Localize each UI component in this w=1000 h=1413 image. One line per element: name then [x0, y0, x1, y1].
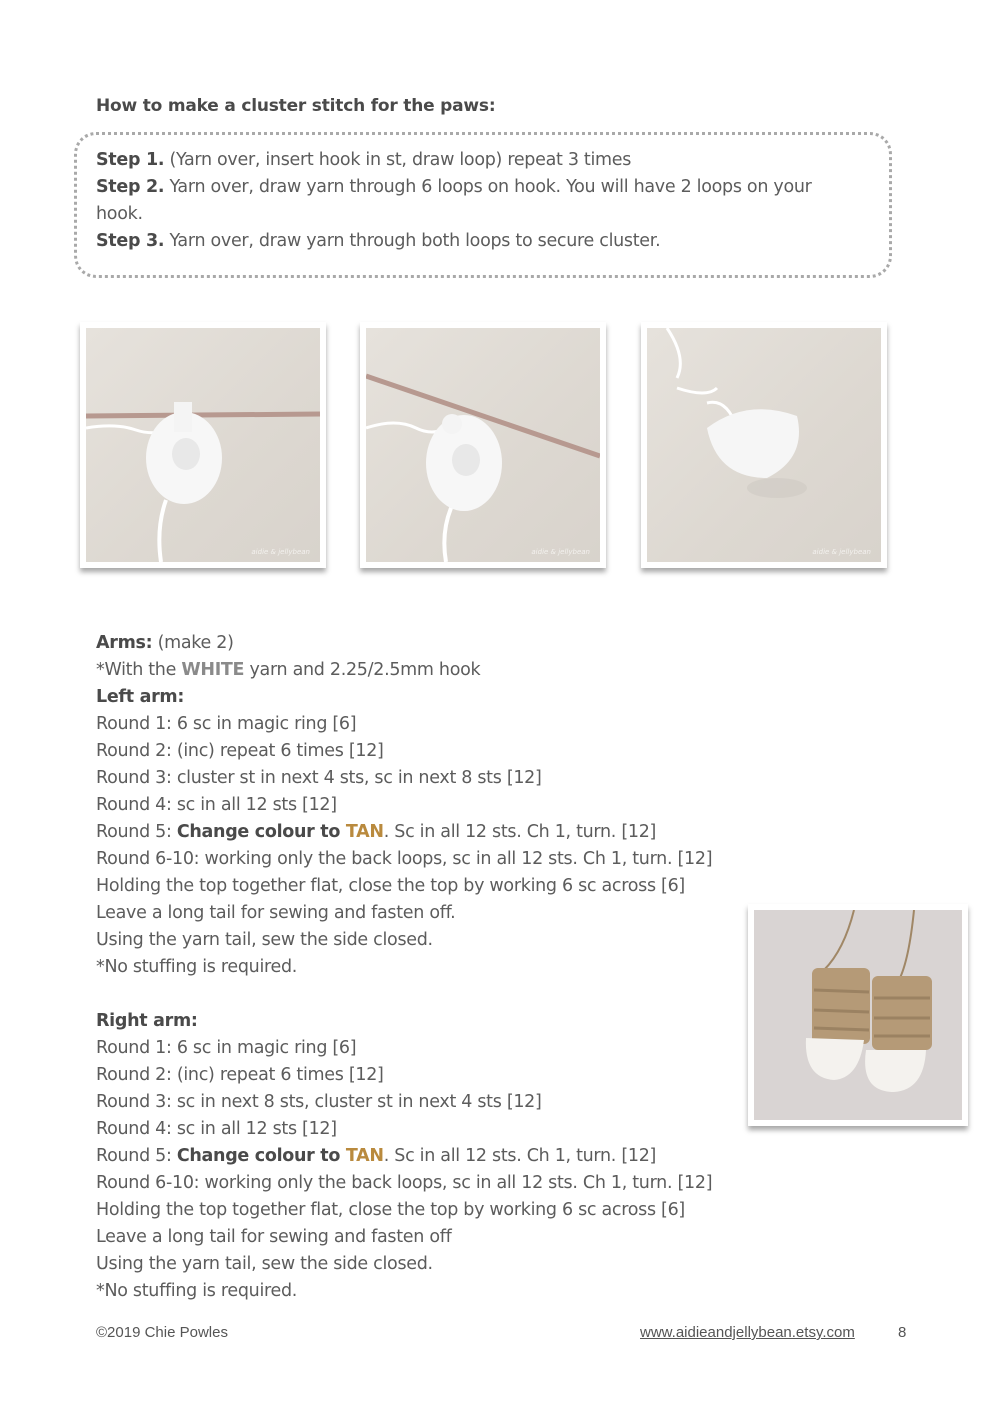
right-round-3: Round 3: sc in next 8 sts, cluster st in next 4 sts [12] — [96, 1092, 542, 1112]
left-round-3: Round 3: cluster st in next 4 sts, sc in next 8 sts [12] — [96, 768, 542, 788]
right-arm-title-label: Right arm: — [96, 1011, 198, 1031]
photo-watermark: aidie & jellybean — [812, 548, 871, 556]
round-prefix: Round 5: — [96, 822, 177, 842]
photo-step-1-image — [86, 328, 320, 562]
right-round-2: Round 2: (inc) repeat 6 times [12] — [96, 1065, 384, 1085]
step-3-label: Step 3. — [96, 231, 165, 251]
tan-color-word: TAN — [345, 1146, 384, 1166]
left-arm-title-label: Left arm: — [96, 687, 185, 707]
left-tail: Leave a long tail for sewing and fasten off. — [96, 903, 456, 923]
step-3-text: Yarn over, draw yarn through both loops to secure cluster. — [164, 231, 661, 251]
step-2-text: Yarn over, draw yarn through 6 loops on hook. You will have 2 loops on your — [164, 177, 812, 197]
colour-change-label: Change colour to — [176, 1146, 346, 1166]
right-round-4: Round 4: sc in all 12 sts [12] — [96, 1119, 337, 1139]
right-arm-title — [96, 1011, 198, 1031]
left-stuffing: *No stuffing is required. — [96, 957, 298, 977]
photo-step-2 — [360, 322, 606, 568]
crochet-cluster-hook-illustration — [366, 328, 600, 562]
photo-step-2-image — [366, 328, 600, 562]
step-1 — [96, 150, 631, 170]
right-round-5 — [96, 1146, 656, 1166]
step-1-label: Step 1. — [96, 150, 165, 170]
left-round-5 — [96, 822, 656, 842]
right-round-6-10: Round 6-10: working only the back loops, sc in all 12 sts. Ch 1, turn. [12] — [96, 1173, 713, 1193]
yarn-prefix: *With the — [96, 660, 182, 680]
right-tail: Leave a long tail for sewing and fasten off — [96, 1227, 452, 1247]
website-link[interactable]: www.aidieandjellybean.etsy.com — [640, 1324, 855, 1341]
page-number: 8 — [898, 1324, 907, 1341]
arms-title-note: (make 2) — [152, 633, 234, 653]
tan-color-word: TAN — [345, 822, 384, 842]
arms-title-label: Arms: — [96, 633, 153, 653]
crochet-circle-hook-illustration — [86, 328, 320, 562]
copyright-text: ©2019 Chie Powles — [96, 1324, 228, 1341]
tan-arms-white-paws-illustration — [754, 910, 962, 1120]
left-round-4: Round 4: sc in all 12 sts [12] — [96, 795, 337, 815]
right-round-1: Round 1: 6 sc in magic ring [6] — [96, 1038, 357, 1058]
photo-watermark: aidie & jellybean — [531, 548, 590, 556]
left-round-6-10: Round 6-10: working only the back loops, sc in all 12 sts. Ch 1, turn. [12] — [96, 849, 713, 869]
colour-change-label: Change colour to — [176, 822, 346, 842]
cluster-stitch-heading: How to make a cluster stitch for the paws: — [96, 96, 496, 116]
right-close-top: Holding the top together flat, close the top by working 6 sc across [6] — [96, 1200, 685, 1220]
yarn-color-white: WHITE — [181, 660, 245, 680]
photo-step-1 — [80, 322, 326, 568]
step-2-label: Step 2. — [96, 177, 165, 197]
photo-step-3-image — [647, 328, 881, 562]
photo-watermark: aidie & jellybean — [251, 548, 310, 556]
photo-step-3 — [641, 322, 887, 568]
right-stuffing: *No stuffing is required. — [96, 1281, 298, 1301]
step-3 — [96, 231, 660, 251]
round-suffix: . Sc in all 12 sts. Ch 1, turn. [12] — [383, 822, 657, 842]
arms-title — [96, 633, 234, 653]
left-arm-title — [96, 687, 184, 707]
finished-arms-image — [754, 910, 962, 1120]
step-1-text: (Yarn over, insert hook in st, draw loop) repeat 3 times — [164, 150, 632, 170]
step-2-continuation: hook. — [96, 204, 143, 224]
left-close-top: Holding the top together flat, close the top by working 6 sc across [6] — [96, 876, 685, 896]
crochet-cup-illustration — [647, 328, 881, 562]
yarn-suffix: yarn and 2.25/2.5mm hook — [244, 660, 481, 680]
yarn-instruction — [96, 660, 480, 680]
step-2 — [96, 177, 812, 197]
left-round-2: Round 2: (inc) repeat 6 times [12] — [96, 741, 384, 761]
finished-arms-photo — [748, 904, 968, 1126]
right-sew: Using the yarn tail, sew the side closed. — [96, 1254, 433, 1274]
left-sew: Using the yarn tail, sew the side closed. — [96, 930, 433, 950]
round-suffix: . Sc in all 12 sts. Ch 1, turn. [12] — [383, 1146, 657, 1166]
left-round-1: Round 1: 6 sc in magic ring [6] — [96, 714, 357, 734]
round-prefix: Round 5: — [96, 1146, 177, 1166]
